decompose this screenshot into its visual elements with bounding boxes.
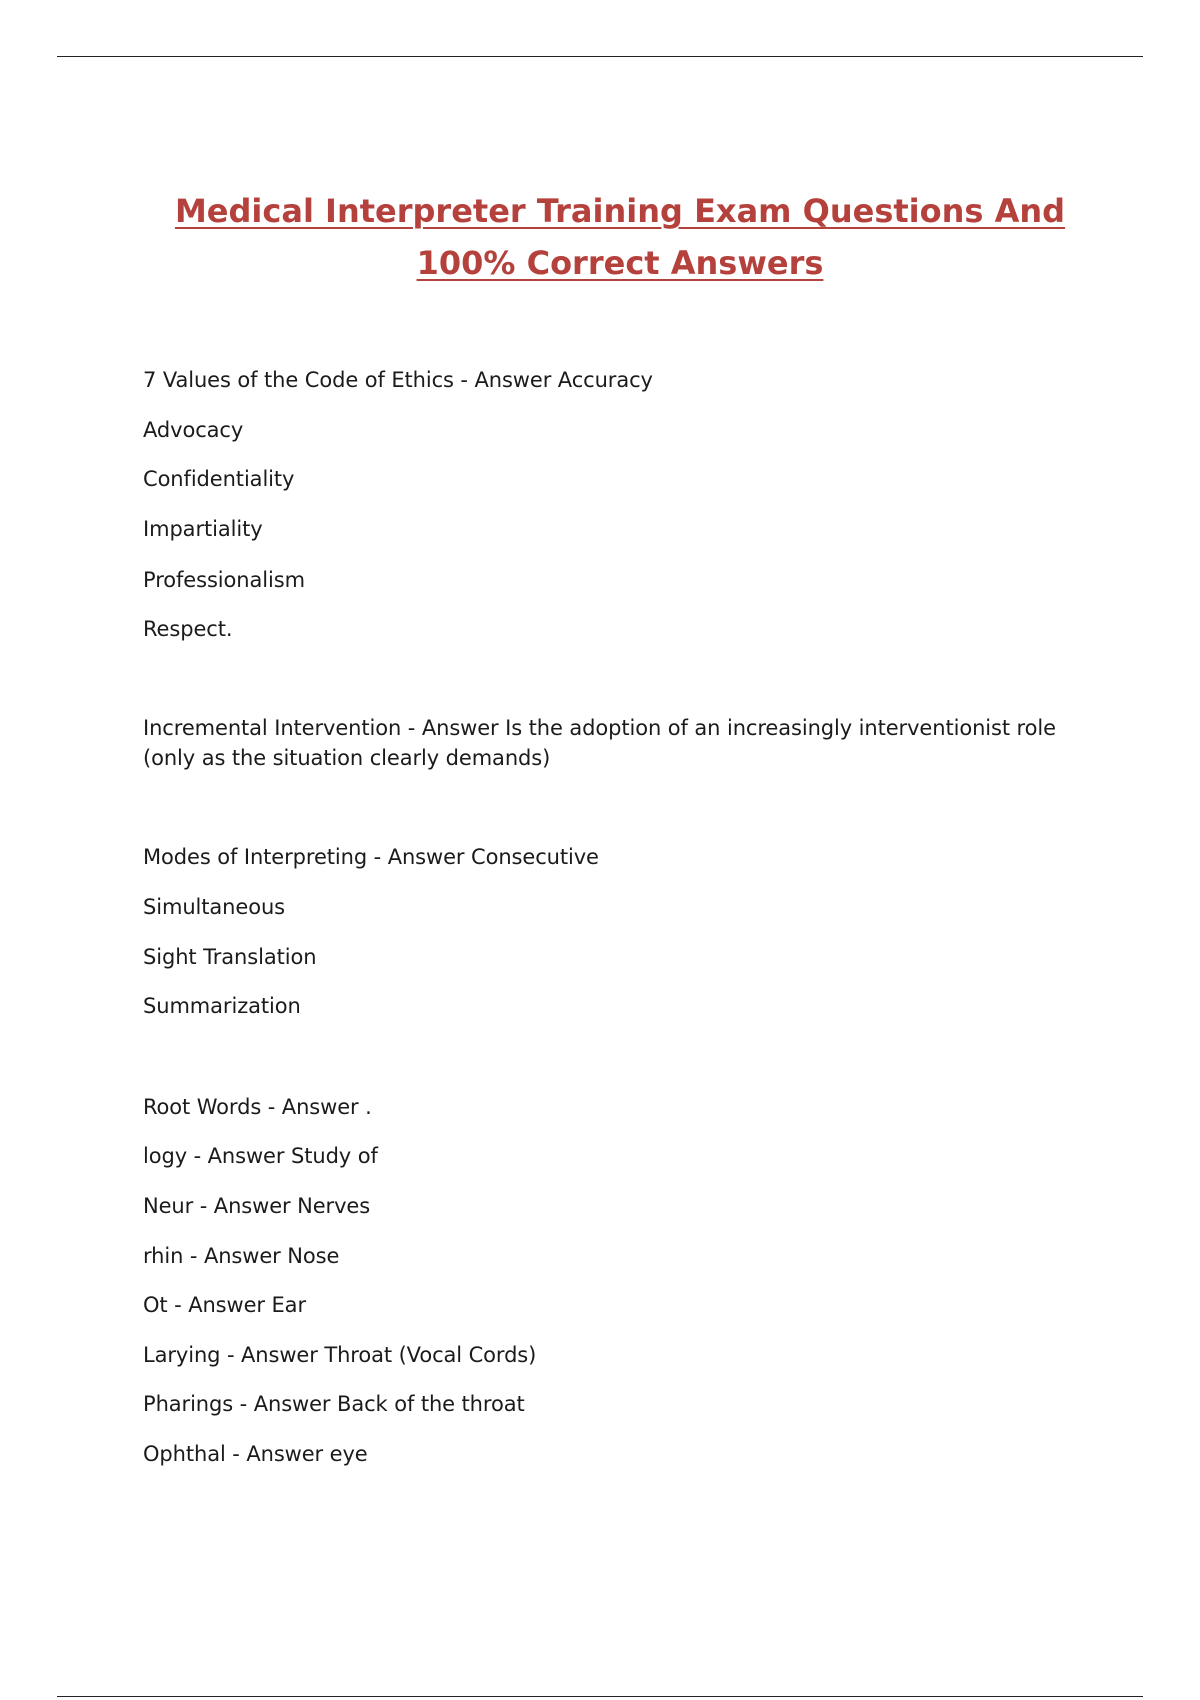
modes-answer-summarization: Summarization <box>143 994 301 1018</box>
roots-larying: Larying - Answer Throat (Vocal Cords) <box>143 1343 537 1367</box>
modes-question: Modes of Interpreting - Answer Consecutive <box>143 845 599 869</box>
footer-rule <box>57 1696 1143 1697</box>
roots-question: Root Words - Answer . <box>143 1095 372 1119</box>
title-line-2: 100% Correct Answers <box>416 244 824 282</box>
modes-answer-sight-translation: Sight Translation <box>143 945 317 969</box>
modes-answer-simultaneous: Simultaneous <box>143 895 285 919</box>
ethics-answer-advocacy: Advocacy <box>143 418 244 442</box>
page-title <box>160 185 1080 289</box>
roots-neur: Neur - Answer Nerves <box>143 1194 371 1218</box>
ethics-answer-professionalism: Professionalism <box>143 568 305 592</box>
ethics-answer-confidentiality: Confidentiality <box>143 467 295 491</box>
ethics-answer-respect: Respect. <box>143 617 233 641</box>
title-line-1: Medical Interpreter Training Exam Questions And <box>174 192 1066 230</box>
roots-ophthal: Ophthal - Answer eye <box>143 1442 368 1466</box>
roots-pharings: Pharings - Answer Back of the throat <box>143 1392 525 1416</box>
header-rule <box>57 56 1143 57</box>
intervention-answer-cont: (only as the situation clearly demands) <box>143 746 551 770</box>
roots-logy: logy - Answer Study of <box>143 1144 378 1168</box>
intervention-question: Incremental Intervention - Answer Is the adoption of an increasingly interventionist role <box>143 716 1056 740</box>
ethics-answer-impartiality: Impartiality <box>143 517 263 541</box>
roots-rhin: rhin - Answer Nose <box>143 1244 340 1268</box>
roots-ot: Ot - Answer Ear <box>143 1293 306 1317</box>
ethics-question: 7 Values of the Code of Ethics - Answer Accuracy <box>143 368 653 392</box>
